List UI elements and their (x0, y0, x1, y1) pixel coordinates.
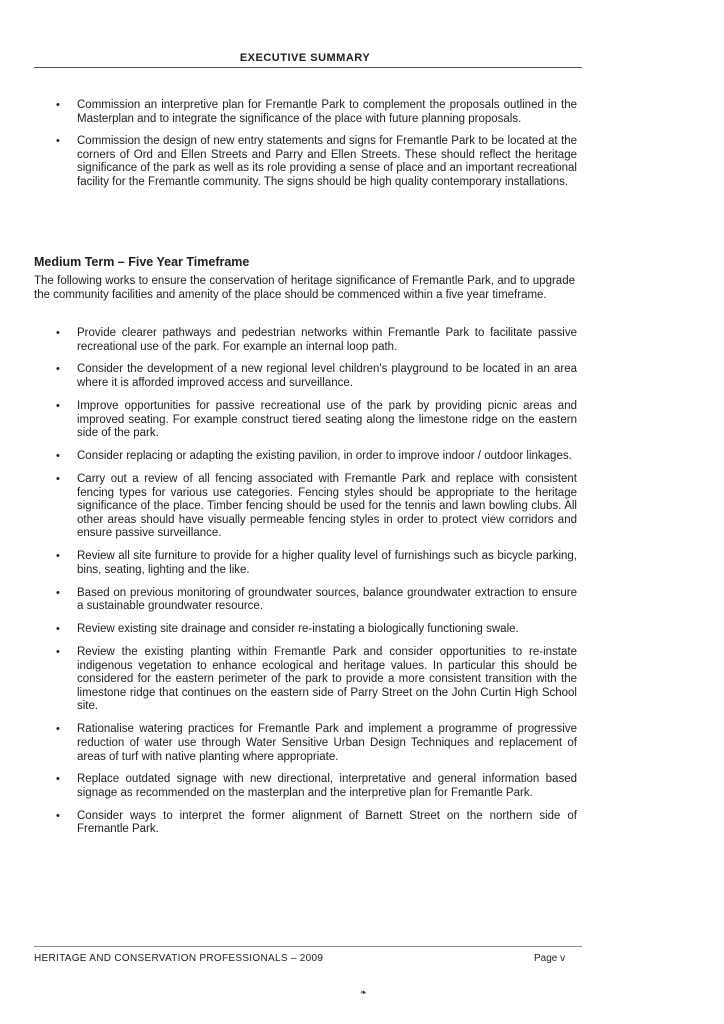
list-item: • Review existing site drainage and consider re-instating a biologically functioning swale. (77, 623, 577, 637)
page-header-title: EXECUTIVE SUMMARY (239, 52, 371, 64)
list-item: • Review all site furniture to provide for a higher quality level of furnishings such as bicycle parking, bins, seating, lighting and the like. (77, 550, 577, 577)
list-item: • Consider replacing or adapting the existing pavilion, in order to improve indoor / outdoor linkages. (77, 450, 577, 464)
page-number: Page v (534, 953, 566, 964)
list-item: • Commission the design of new entry statements and signs for Fremantle Park to be located at the corners of Ord and Ellen Streets and Parry and Ellen Streets. These should reflect the heritage significance of the park as well as its role providing a sense of place and an important recreational facility for the Fremantle community. The signs should be high quality contemporary installations. (77, 135, 577, 189)
header-divider (34, 67, 582, 68)
section-intro: The following works to ensure the conservation of heritage significance of Fremantle Park, and to upgrade the community facilities and amenity of the place should be commenced within a five year timeframe. (34, 275, 575, 301)
section-heading: Medium Term – Five Year Timeframe (34, 255, 250, 269)
scan-mark: ❧ (360, 988, 367, 997)
list-item: • Carry out a review of all fencing associated with Fremantle Park and replace with consistent fencing types for various use categories. Fencing styles should be appropriate to the heritage significance of the place. Timber fencing should be used for the tennis and lawn bowling clubs. All other areas should have visually permeable fencing styles in order to protect view corridors and ensure passive surveillance. (77, 473, 577, 541)
list-item: • Based on previous monitoring of groundwater sources, balance groundwater extraction to ensure a sustainable groundwater resource. (77, 587, 577, 614)
list-item: • Review the existing planting within Fremantle Park and consider opportunities to re-instate indigenous vegetation to enhance ecological and heritage values. In particular this should be considered for the eastern perimeter of the park to provide a more consistent transition with the limestone ridge that continues on the eastern side of Parry Street on the John Curtin High School site. (77, 646, 577, 714)
list-item: • Replace outdated signage with new directional, interpretative and general information based signage as recommended on the masterplan and the interpretive plan for Fremantle Park. (77, 773, 577, 800)
list-item: • Consider ways to interpret the former alignment of Barnett Street on the northern side of Fremantle Park. (77, 810, 577, 837)
list-item: • Rationalise watering practices for Fremantle Park and implement a programme of progressive reduction of water use through Water Sensitive Urban Design Techniques and replacement of areas of turf with native planting where appropriate. (77, 723, 577, 764)
list-item: • Consider the development of a new regional level children's playground to be located in an area where it is afforded improved access and surveillance. (77, 363, 577, 390)
footer-divider (34, 946, 582, 947)
list-item: • Provide clearer pathways and pedestrian networks within Fremantle Park to facilitate passive recreational use of the park. For example an internal loop path. (77, 327, 577, 354)
footer-organization: HERITAGE AND CONSERVATION PROFESSIONALS – 2009 (34, 953, 324, 964)
medium-term-bullet-list (77, 327, 577, 846)
list-item: • Improve opportunities for passive recreational use of the park by providing picnic areas and improved seating. For example construct tiered seating along the limestone ridge on the eastern side of the park. (77, 400, 577, 441)
top-bullet-list (77, 99, 577, 199)
list-item: • Commission an interpretive plan for Fremantle Park to complement the proposals outlined in the Masterplan and to integrate the significance of the place with future planning proposals. (77, 99, 577, 126)
